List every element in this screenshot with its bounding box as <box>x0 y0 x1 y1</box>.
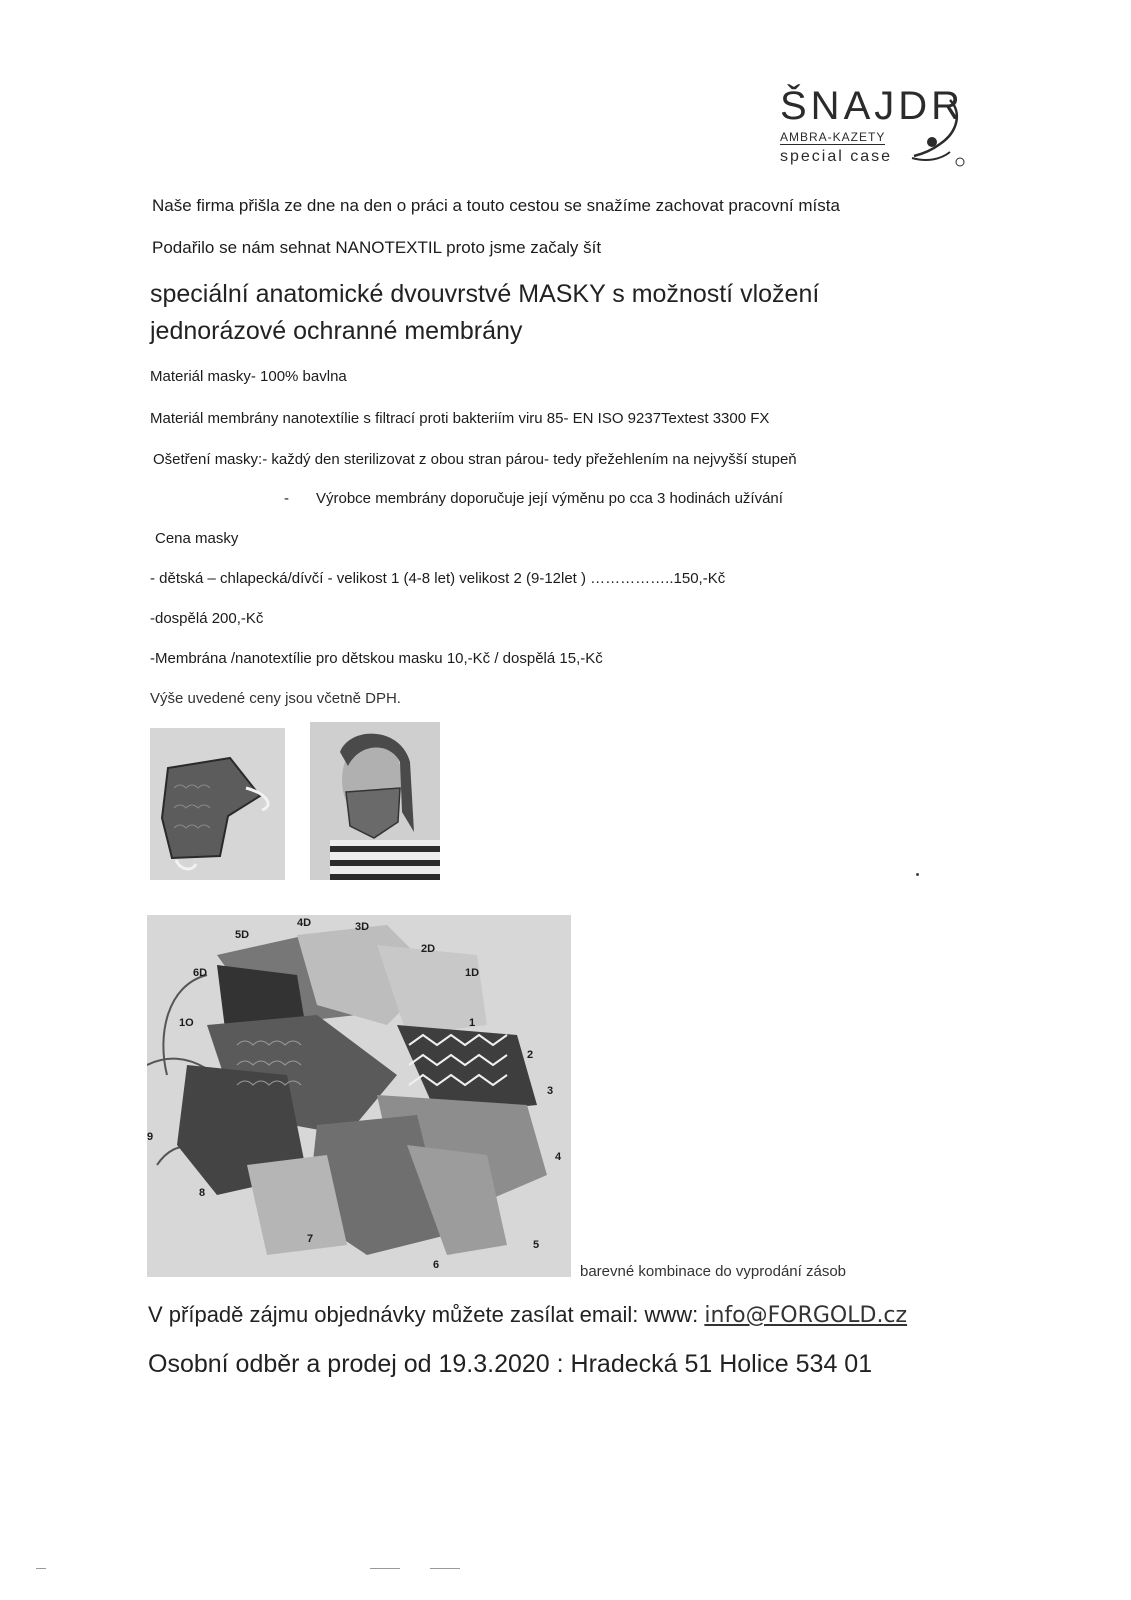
vat-note: Výše uvedené ceny jsou včetně DPH. <box>150 690 401 707</box>
spec-care: Ošetření masky:- každý den sterilizovat z obou stran párou- tedy přežehlením na nejvyšší stupeň <box>153 451 797 468</box>
photo-label-6: 6 <box>433 1259 440 1271</box>
mask-assortment-photo <box>147 915 571 1277</box>
logo-brand: ŠNAJDR <box>780 84 965 128</box>
photo-label-1d: 1D <box>465 967 480 979</box>
photo-label-4d: 4D <box>297 917 312 929</box>
company-logo <box>780 86 970 176</box>
order-email-link[interactable]: info@FORGOLD.cz <box>704 1303 908 1328</box>
spec-replace: Výrobce membrány doporučuje její výměnu po cca 3 hodinách užívání <box>316 490 783 507</box>
photo-label-6d: 6D <box>193 967 208 979</box>
photo-label-2d: 2D <box>421 943 436 955</box>
model-photo <box>310 722 440 880</box>
order-contact <box>148 1302 907 1328</box>
pickup-info: Osobní odběr a prodej od 19.3.2020 : Hradecká 51 Holice 534 01 <box>148 1350 873 1378</box>
price-heading: Cena masky <box>155 530 239 547</box>
footer-rule <box>430 1568 460 1569</box>
footer-rule <box>370 1568 400 1569</box>
footer-rule <box>36 1568 46 1569</box>
mask-photo <box>150 728 285 880</box>
photo-label-4: 4 <box>555 1151 562 1163</box>
photo-label-10: 1O <box>179 1017 194 1029</box>
photo-label-8: 8 <box>199 1187 206 1199</box>
logo-tagline: special case <box>780 148 893 165</box>
spec-membrane-material: Materiál membrány nanotextílie s filtrací proti bakteriím viru 85- EN ISO 9237Textest 3300 FX <box>150 410 770 427</box>
scan-speck <box>916 873 919 876</box>
price-child: - dětská – chlapecká/dívčí - velikost 1 (4-8 let) velikost 2 (9-12let ) ……………..150,-Kč <box>150 570 726 587</box>
price-adult: -dospělá 200,-Kč <box>150 610 264 627</box>
order-text: V případě zájmu objednávky můžete zasílat email: www: <box>148 1302 705 1327</box>
photo-label-3: 3 <box>547 1085 554 1097</box>
photo-label-5d: 5D <box>235 929 250 941</box>
price-membrane: -Membrána /nanotextílie pro dětskou masku 10,-Kč / dospělá 15,-Kč <box>150 650 603 667</box>
headline-line-1: speciální anatomické dvouvrstvé MASKY s možností vložení <box>150 280 820 308</box>
photo-label-3d: 3D <box>355 921 370 933</box>
photo-label-5: 5 <box>533 1239 540 1251</box>
logo-subtitle: AMBRA-KAZETY <box>780 130 886 144</box>
photo-label-9: 9 <box>147 1131 154 1143</box>
photo-label-1: 1 <box>469 1017 476 1029</box>
headline-line-2: jednorázové ochranné membrány <box>150 317 523 345</box>
spec-replace-dash: - <box>284 490 289 507</box>
photo-label-2: 2 <box>527 1049 534 1061</box>
logo-swoosh-icon <box>892 92 972 172</box>
intro-line-2: Podařilo se nám sehnat NANOTEXTIL proto jsme začaly šít <box>152 238 602 257</box>
intro-line-1: Naše firma přišla ze dne na den o práci a touto cestou se snažíme zachovat pracovní místa <box>152 196 840 215</box>
spec-mask-material: Materiál masky- 100% bavlna <box>150 368 347 385</box>
photo-label-7: 7 <box>307 1233 314 1245</box>
photo-caption: barevné kombinace do vyprodání zásob <box>580 1263 847 1280</box>
